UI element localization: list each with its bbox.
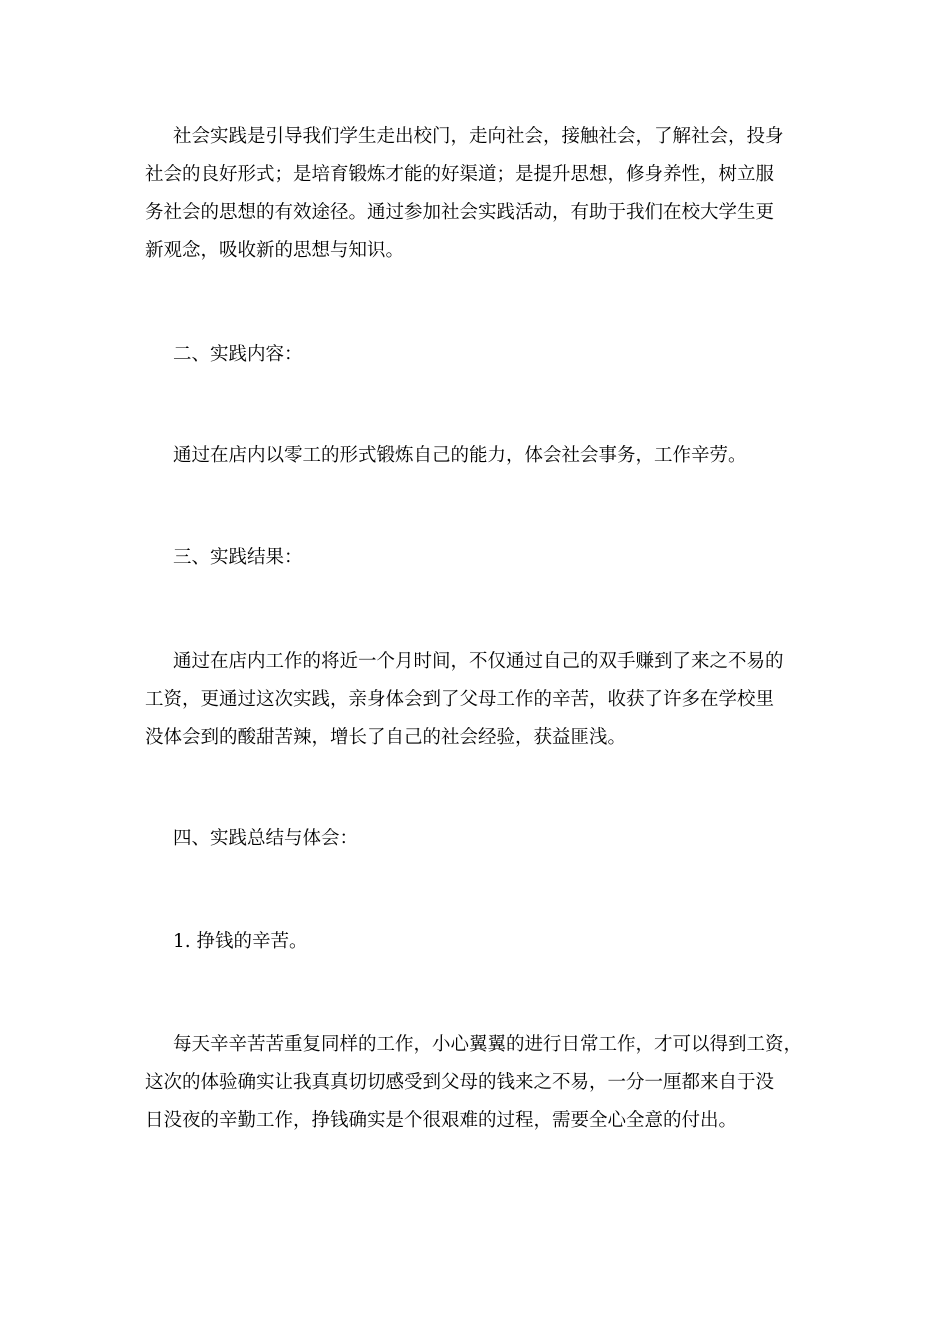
content-heading: 二、实践内容： — [173, 344, 303, 365]
intro-line-1: 社会实践是引导我们学生走出校门，走向社会，接触社会，了解社会，投身 — [173, 126, 784, 147]
result-line-2: 工资，更通过这次实践，亲身体会到了父母工作的辛苦，收获了许多在学校里 — [145, 689, 775, 710]
result-line-1: 通过在店内工作的将近一个月时间，不仅通过自己的双手赚到了来之不易的 — [173, 651, 784, 672]
intro-line-2: 社会的良好形式；是培育锻炼才能的好渠道；是提升思想，修身养性，树立服 — [145, 164, 775, 185]
point1-line-1: 每天辛辛苦苦重复同样的工作，小心翼翼的进行日常工作，才可以得到工资， — [173, 1034, 803, 1055]
content-line-1: 通过在店内以零工的形式锻炼自己的能力，体会社会事务，工作辛劳。 — [173, 445, 747, 466]
summary-heading: 四、实践总结与体会： — [173, 828, 359, 849]
point1-line-3: 日没夜的辛勤工作，挣钱确实是个很艰难的过程，需要全心全意的付出。 — [145, 1110, 738, 1131]
point1-heading: 1. 挣钱的辛苦。 — [173, 931, 308, 952]
intro-paragraph — [145, 118, 815, 270]
content-paragraph — [145, 437, 815, 475]
result-paragraph — [145, 643, 815, 757]
point1-line-2: 这次的体验确实让我真真切切感受到父母的钱来之不易，一分一厘都来自于没 — [145, 1072, 775, 1093]
point1-paragraph — [145, 1026, 815, 1140]
result-line-3: 没体会到的酸甜苦辣，增长了自己的社会经验，获益匪浅。 — [145, 727, 627, 748]
intro-line-3: 务社会的思想的有效途径。通过参加社会实践活动，有助于我们在校大学生更 — [145, 202, 775, 223]
result-heading: 三、实践结果： — [173, 547, 303, 568]
intro-line-4: 新观念，吸收新的思想与知识。 — [145, 240, 405, 261]
